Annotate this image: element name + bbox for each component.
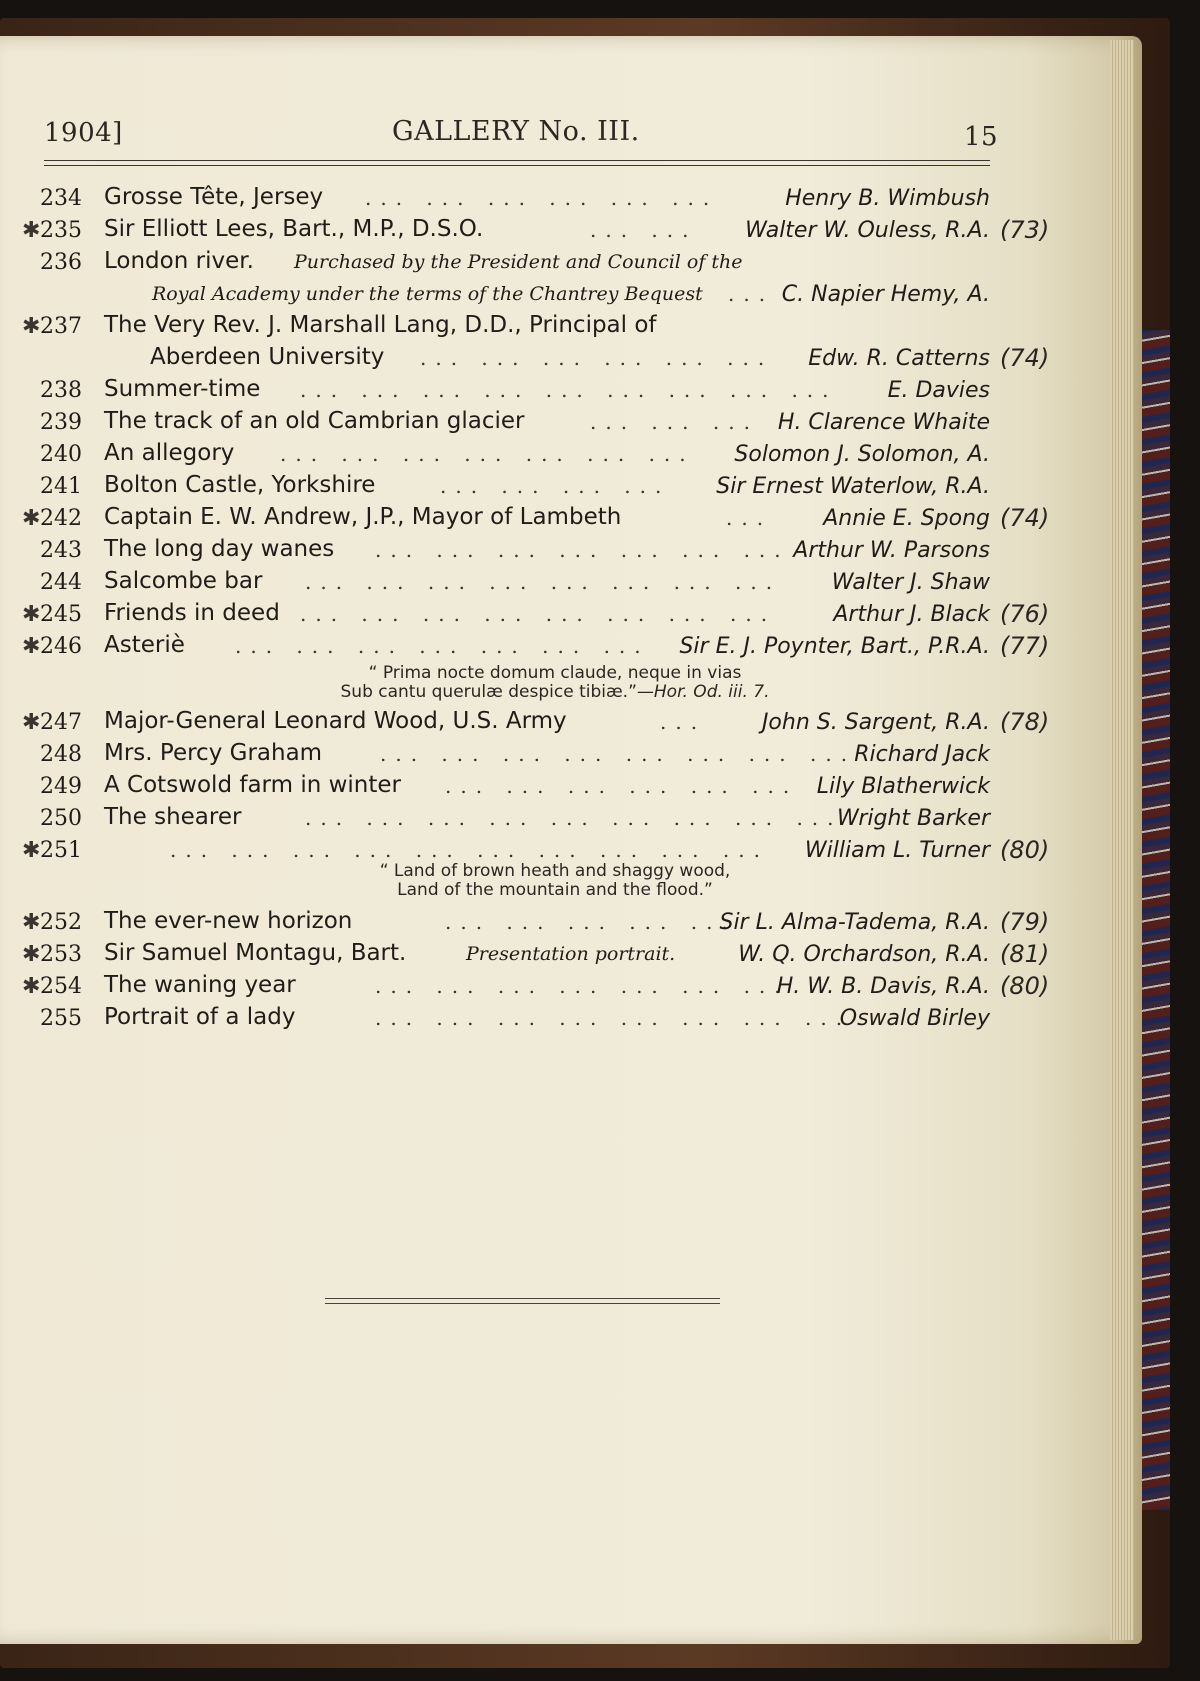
entry-artist: William L. Turner xyxy=(804,838,990,863)
catalogue-entry: 244 Salcombe bar ... ... ... ... ... ... ... ... Walter J. Shaw xyxy=(40,568,990,595)
quote-line: “ Prima nocte domum claude, neque in vias xyxy=(368,663,742,683)
entry-continuation: Aberdeen University xyxy=(150,344,385,370)
entry-mark: ✱ xyxy=(22,602,41,627)
quotation-246 xyxy=(0,664,1110,702)
closing-rule xyxy=(325,1298,720,1304)
entry-artist: Walter W. Ouless, R.A. xyxy=(745,218,990,243)
entry-mark: ✱ xyxy=(22,314,41,339)
entry-artist: Arthur J. Black xyxy=(833,602,990,627)
entry-title: Bolton Castle, Yorkshire xyxy=(104,472,376,498)
quote-line: Land of the mountain and the flood.” xyxy=(397,880,713,900)
quote-reference: —Hor. Od. iii. 7. xyxy=(636,682,770,702)
catalogue-entry-continuation: Aberdeen University ... ... ... ... ... ... Edw. R. Catterns (74) xyxy=(150,344,1050,372)
entry-artist: W. Q. Orchardson, R.A. xyxy=(738,942,990,967)
entry-title: Mrs. Percy Graham xyxy=(104,740,323,766)
entry-number: 251 xyxy=(40,838,82,863)
entry-artist: Sir L. Alma-Tadema, R.A. xyxy=(719,910,990,935)
entry-mark: ✱ xyxy=(22,974,41,999)
entry-title: Summer-time xyxy=(104,376,261,402)
catalogue-entry: 234 Grosse Tête, Jersey ... ... ... ... ... ... Henry B. Wimbush xyxy=(40,184,990,211)
page-number: 15 xyxy=(964,122,999,152)
entry-mark: ✱ xyxy=(22,710,41,735)
entry-artist: Henry B. Wimbush xyxy=(785,186,990,211)
entry-title: Sir Elliott Lees, Bart., M.P., D.S.O. xyxy=(104,216,484,242)
entry-title-italic: Presentation portrait. xyxy=(466,943,676,965)
entry-number: 235 xyxy=(40,218,82,243)
entry-number: 248 xyxy=(40,742,82,767)
entry-number: 234 xyxy=(40,186,82,211)
entry-title: The shearer xyxy=(104,804,242,830)
page-header xyxy=(40,100,1000,152)
header-gallery-title: GALLERY No. III. xyxy=(392,116,640,147)
entry-artist: Edw. R. Catterns xyxy=(808,346,990,371)
catalogue-entry xyxy=(0,248,1110,282)
entry-number: 243 xyxy=(40,538,82,563)
entry-mark: ✱ xyxy=(22,910,41,935)
entry-title: Friends in deed xyxy=(104,600,280,626)
entry-number: 255 xyxy=(40,1006,82,1031)
entry-number: 242 xyxy=(40,506,82,531)
entry-title: Salcombe bar xyxy=(104,568,263,594)
entry-artist: E. Davies xyxy=(887,378,990,403)
entry-title: A Cotswold farm in winter xyxy=(104,772,402,798)
catalogue-entry: ✱ 247 Major-General Leonard Wood, U.S. Army ... John S. Sargent, R.A. (78) xyxy=(22,708,1050,736)
entry-number: 236 xyxy=(40,250,82,275)
entry-number: 241 xyxy=(40,474,82,499)
entry-artist: Sir Ernest Waterlow, R.A. xyxy=(716,474,990,499)
catalogue-entry: 243 The long day wanes ... ... ... ... ... ... ... Arthur W. Parsons xyxy=(40,536,990,563)
entry-title: The long day wanes xyxy=(104,536,335,562)
entry-handwritten-note: (76) xyxy=(1000,600,1050,628)
entry-handwritten-note: (80) xyxy=(1000,972,1050,1000)
entry-mark: ✱ xyxy=(22,218,41,243)
entry-title: London river. xyxy=(104,248,254,274)
catalogue-entry xyxy=(0,940,1110,974)
quote-line: “ Land of brown heath and shaggy wood, xyxy=(379,861,731,881)
entry-title-italic: Purchased by the President and Council of the xyxy=(294,251,743,273)
entry-handwritten-note: (74) xyxy=(1000,344,1050,372)
catalogue-entry: 248 Mrs. Percy Graham ... ... ... ... ... ... ... ... Richard Jack xyxy=(40,740,990,767)
entry-title: An allegory xyxy=(104,440,235,466)
entry-handwritten-note: (73) xyxy=(1000,216,1050,244)
quotation-251 xyxy=(0,862,1110,900)
entry-number: 253 xyxy=(40,942,82,967)
entry-number: 245 xyxy=(40,602,82,627)
entry-title: Captain E. W. Andrew, J.P., Mayor of Lambeth xyxy=(104,504,622,530)
entry-artist: Wright Barker xyxy=(837,806,990,831)
entry-title: The ever-new horizon xyxy=(104,908,353,934)
entry-title: Sir Samuel Montagu, Bart. xyxy=(104,940,407,966)
catalogue-entry: 238 Summer-time ... ... ... ... ... ... ... ... ... E. Davies xyxy=(40,376,990,403)
entry-handwritten-note: (77) xyxy=(1000,632,1050,660)
entry-artist: H. Clarence Whaite xyxy=(777,410,990,435)
entry-artist: H. W. B. Davis, R.A. xyxy=(776,974,990,999)
entry-artist: Richard Jack xyxy=(854,742,990,767)
catalogue-entry: 250 The shearer ... ... ... ... ... ... ... ... ... Wright Barker xyxy=(40,804,990,831)
entry-number: 239 xyxy=(40,410,82,435)
entry-artist: Sir E. J. Poynter, Bart., P.R.A. xyxy=(679,634,990,659)
entry-number: 246 xyxy=(40,634,82,659)
entry-number: 238 xyxy=(40,378,82,403)
entry-number: 244 xyxy=(40,570,82,595)
entry-artist: John S. Sargent, R.A. xyxy=(761,710,990,735)
entry-artist: Lily Blatherwick xyxy=(816,774,990,799)
entry-mark: ✱ xyxy=(22,838,41,863)
entry-title: Grosse Tête, Jersey xyxy=(104,184,324,210)
catalogue-entry: ✱ 254 The waning year ... ... ... ... ... ... ... H. W. B. Davis, R.A. (80) xyxy=(22,972,1050,1000)
catalogue-entry xyxy=(0,312,1110,346)
entry-title: The track of an old Cambrian glacier xyxy=(104,408,525,434)
entry-number: 237 xyxy=(40,314,82,339)
catalogue-entry: ✱ 242 Captain E. W. Andrew, J.P., Mayor of Lambeth ... Annie E. Spong (74) xyxy=(22,504,1050,532)
catalogue-entry: ✱ 235 Sir Elliott Lees, Bart., M.P., D.S.O. ... ... Walter W. Ouless, R.A. (73) xyxy=(22,216,1050,244)
catalogue-entry: ✱ 245 Friends in deed ... ... ... ... ... ... ... ... Arthur J. Black (76) xyxy=(22,600,1050,628)
entry-artist: C. Napier Hemy, A. xyxy=(781,282,990,307)
entry-mark: ✱ xyxy=(22,942,41,967)
page-edges xyxy=(1110,40,1134,1640)
entry-number: 252 xyxy=(40,910,82,935)
entry-artist: Walter J. Shaw xyxy=(831,570,990,595)
header-rule xyxy=(44,160,990,166)
header-year: 1904] xyxy=(44,118,123,148)
entry-artist: Annie E. Spong xyxy=(823,506,990,531)
entry-mark: ✱ xyxy=(22,634,41,659)
catalogue-entry: 255 Portrait of a lady ... ... ... ... ... ... ... ... Oswald Birley xyxy=(40,1004,990,1031)
catalogue-entry-continuation: Royal Academy under the terms of the Chantrey Bequest ... C. Napier Hemy, A. xyxy=(152,282,990,307)
entry-handwritten-note: (81) xyxy=(1000,940,1050,968)
entry-number: 250 xyxy=(40,806,82,831)
catalogue-entry: 239 The track of an old Cambrian glacier ... ... ... H. Clarence Whaite xyxy=(40,408,990,435)
catalogue-entry: ✱ 246 Asteriè ... ... ... ... ... ... ... Sir E. J. Poynter, Bart., P.R.A. (77) xyxy=(22,632,1050,660)
entry-number: 249 xyxy=(40,774,82,799)
entry-title: The waning year xyxy=(104,972,296,998)
entry-number: 254 xyxy=(40,974,82,999)
quote-line: Sub cantu querulæ despice tibiæ.” xyxy=(340,682,637,702)
entry-artist: Arthur W. Parsons xyxy=(793,538,990,563)
entry-handwritten-note: (78) xyxy=(1000,708,1050,736)
entry-title: The Very Rev. J. Marshall Lang, D.D., Principal of xyxy=(104,312,657,338)
entry-continuation: Royal Academy under the terms of the Chantrey Bequest xyxy=(152,283,703,305)
catalogue-entry: 249 A Cotswold farm in winter ... ... ... ... ... ... Lily Blatherwick xyxy=(40,772,990,799)
entry-handwritten-note: (74) xyxy=(1000,504,1050,532)
entry-title: Asteriè xyxy=(104,632,185,658)
entry-number: 240 xyxy=(40,442,82,467)
entry-title: Portrait of a lady xyxy=(104,1004,296,1030)
entry-handwritten-note: (79) xyxy=(1000,908,1050,936)
entry-artist: Oswald Birley xyxy=(839,1006,990,1031)
catalogue-entry: ✱ 251 ... ... ... ... ... ... ... ... ... ... William L. Turner (80) xyxy=(22,836,1050,864)
catalogue-entry: 241 Bolton Castle, Yorkshire ... ... ... ... Sir Ernest Waterlow, R.A. xyxy=(40,472,990,499)
entry-artist: Solomon J. Solomon, A. xyxy=(734,442,990,467)
entry-number: 247 xyxy=(40,710,82,735)
entry-handwritten-note: (80) xyxy=(1000,836,1050,864)
entry-title: Major-General Leonard Wood, U.S. Army xyxy=(104,708,567,734)
catalogue-entry: 240 An allegory ... ... ... ... ... ... ... Solomon J. Solomon, A. xyxy=(40,440,990,467)
catalogue-entry: ✱ 252 The ever-new horizon ... ... ... ... ... Sir L. Alma-Tadema, R.A. (79) xyxy=(22,908,1050,936)
entry-mark: ✱ xyxy=(22,506,41,531)
